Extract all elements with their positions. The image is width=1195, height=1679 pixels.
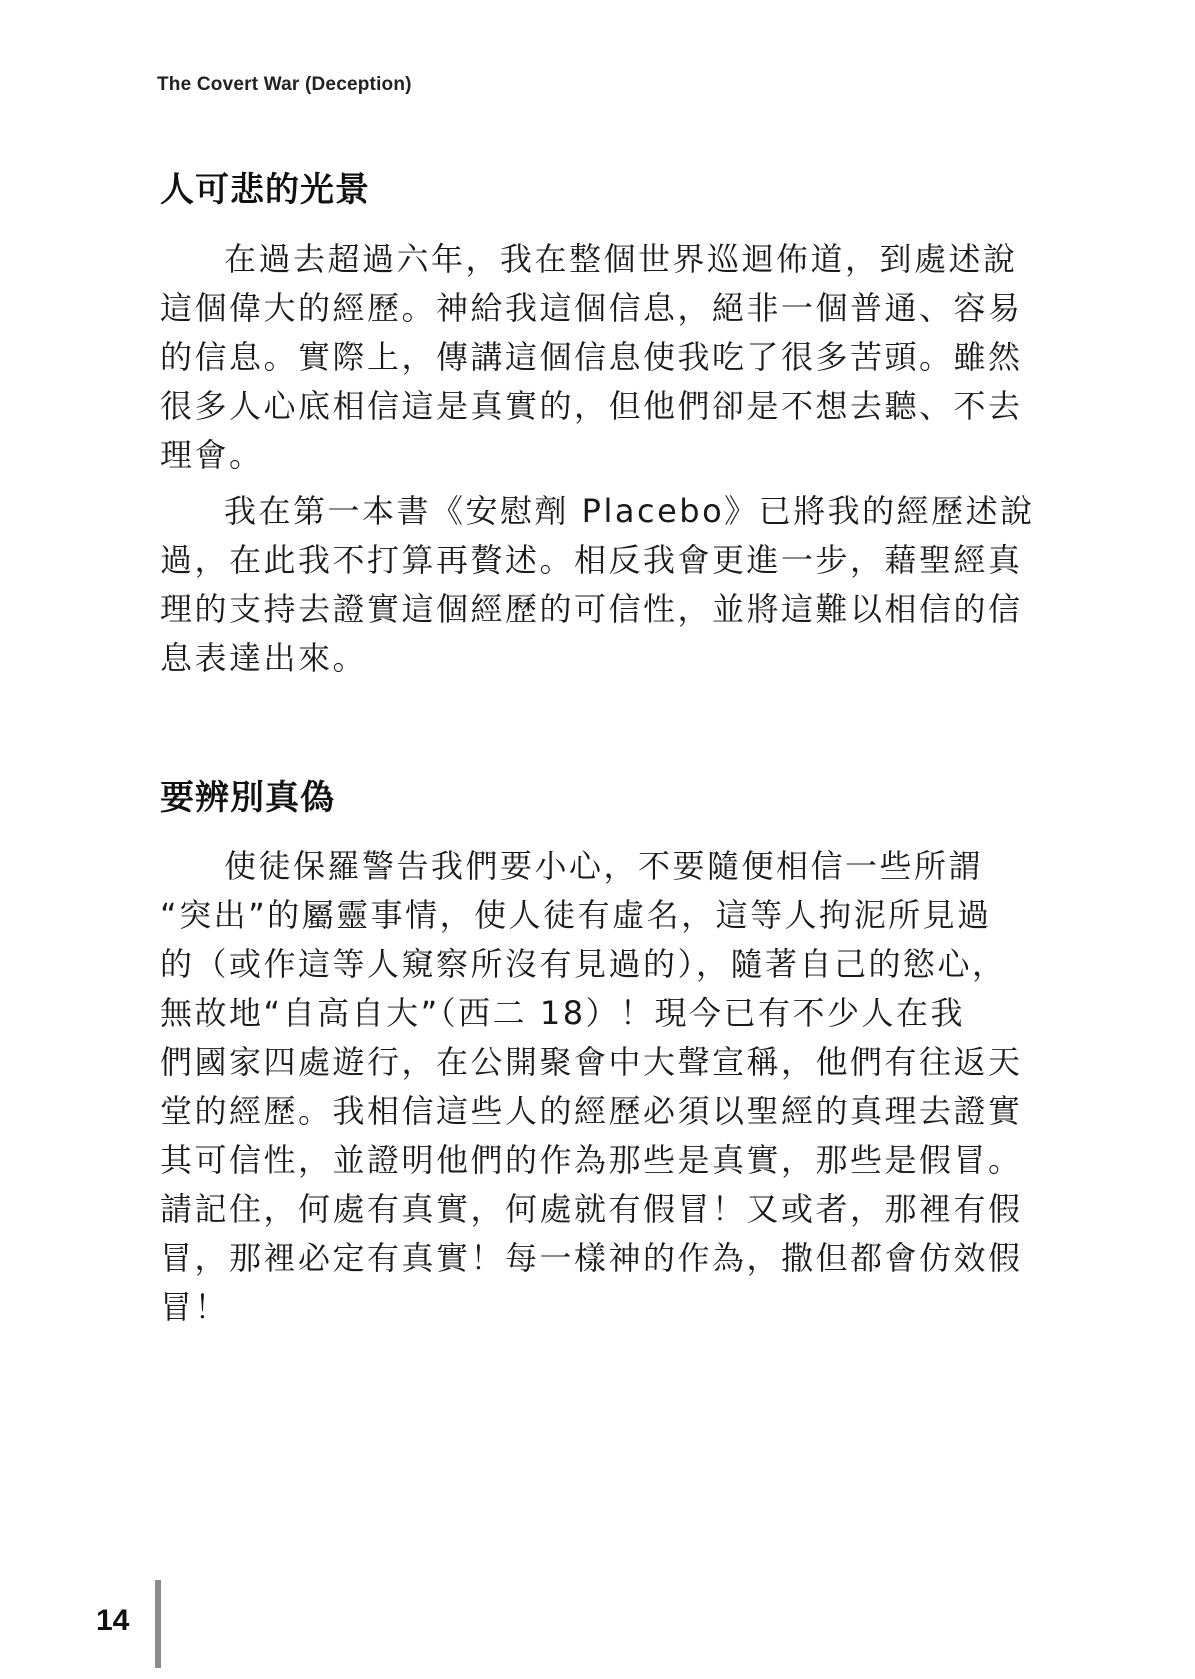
page-number: 14: [96, 1604, 130, 1637]
paragraph-line: 息表達出來。: [160, 639, 368, 677]
paragraph-line: 無故地“自高自大”（西二 18）！現今已有不少人在我: [160, 994, 966, 1032]
paragraph-line: 其可信性，並證明他們的作為那些是真實，那些是假冒。: [160, 1141, 1023, 1179]
paragraph-line: 在過去超過六年，我在整個世界巡迴佈道，到處述說: [224, 240, 1018, 278]
paragraph-line: 堂的經歷。我相信這些人的經歷必須以聖經的真理去證實: [160, 1092, 1023, 1130]
paragraph-line: 冒，那裡必定有真實！每一樣神的作為，撒但都會仿效假: [160, 1239, 1023, 1277]
paragraph-line: 使徒保羅警告我們要小心，不要隨便相信一些所謂: [224, 847, 984, 885]
paragraph-line: 理會。: [160, 436, 264, 474]
section-heading-1: 人可悲的光景: [160, 170, 370, 210]
paragraph-line: 我在第一本書《安慰劑 Placebo》已將我的經歷述說: [224, 492, 1035, 530]
page-number-rule: [155, 1580, 161, 1668]
paragraph-line: 的（或作這等人窺察所沒有見過的），隨著自己的慾心，: [160, 945, 1007, 983]
paragraph-2: [160, 487, 1035, 683]
paragraph-1: [160, 235, 1023, 480]
paragraph-line: 理的支持去證實這個經歷的可信性，並將這難以相信的信: [160, 590, 1023, 628]
running-header: The Covert War (Deception): [157, 74, 412, 95]
paragraph-line: 冒！: [160, 1288, 230, 1326]
paragraph-line: 的信息。實際上，傳講這個信息使我吃了很多苦頭。雖然: [160, 338, 1023, 376]
paragraph-line: 請記住，何處有真實，何處就有假冒！又或者，那裡有假: [160, 1190, 1023, 1228]
section-heading-2: 要辨別真偽: [160, 778, 335, 818]
paragraph-line: “突出”的屬靈事情，使人徒有虛名，這等人拘泥所見過: [160, 896, 992, 934]
paragraph-3: [160, 842, 1023, 1332]
paragraph-line: 過，在此我不打算再贅述。相反我會更進一步，藉聖經真: [160, 541, 1023, 579]
paragraph-line: 們國家四處遊行，在公開聚會中大聲宣稱，他們有往返天: [160, 1043, 1023, 1081]
paragraph-line: 這個偉大的經歷。神給我這個信息，絕非一個普通、容易: [160, 289, 1023, 327]
paragraph-line: 很多人心底相信這是真實的，但他們卻是不想去聽、不去: [160, 387, 1023, 425]
